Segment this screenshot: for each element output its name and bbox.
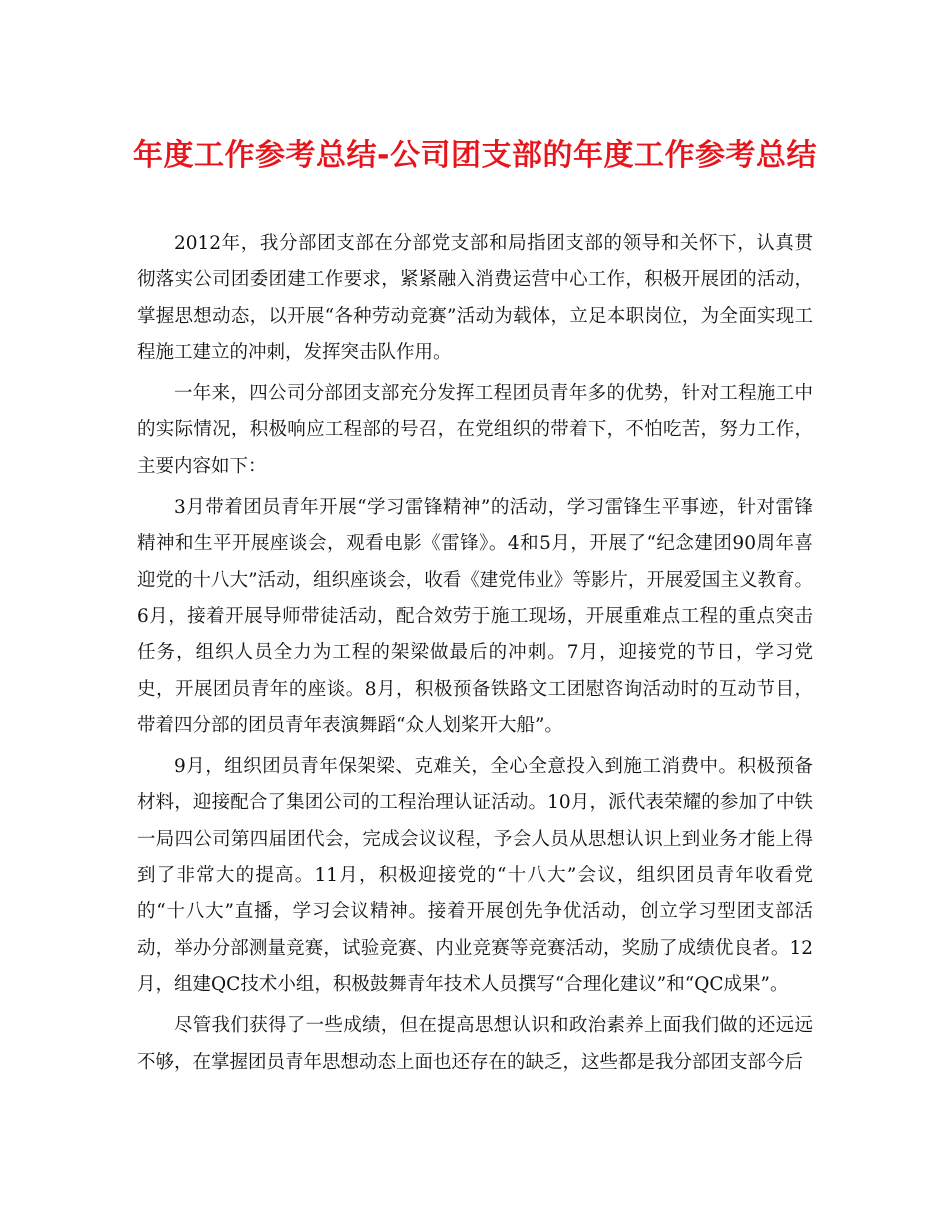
- document-title: 年度工作参考总结-公司团支部的年度工作参考总结: [133, 138, 817, 173]
- paragraph-3: 3月带着团员青年开展“学习雷锋精神”的活动，学习雷锋生平事迹，针对雷锋精神和生平开展座谈会，观看电影《雷锋》。4和5月，开展了“纪念建团90周年喜迎党的十八大”活动，组织座谈会，收看《建党伟业》等影片，开展爱国主义教育。6月，接着开展导师带徒活动，配合效劳于施工现场，开展重难点工程的重点突击任务，组织人员全力为工程的架梁做最后的冲刺。7月，迎接党的节日，学习党史，开展团员青年的座谈。8月，积极预备铁路文工团慰咨询活动时的互动节目，带着四分部的团员青年表演舞蹈“众人划桨开大船”。: [137, 497, 813, 736]
- paragraph-5: 尽管我们获得了一些成绩，但在提高思想认识和政治素养上面我们做的还远远不够，在掌握团员青年思想动态上面也还存在的缺乏，这些都是我分部团支部今后: [137, 1015, 813, 1073]
- paragraph-4: 9月，组织团员青年保架梁、克难关，全心全意投入到施工消费中。积极预备材料，迎接配合了集团公司的工程治理认证活动。10月，派代表荣耀的参加了中铁一局四公司第四届团代会，完成会议议程，予会人员从思想认识上到业务才能上得到了非常大的提高。11月，积极迎接党的“十八大”会议，组织团员青年收看党的“十八大”直播，学习会议精神。接着开展创先争优活动，创立学习型团支部活动，举办分部测量竞赛，试验竞赛、内业竞赛等竞赛活动，奖励了成绩优良者。12月，组建QC技术小组，积极鼓舞青年技术人员撰写“合理化建议”和“QC成果”。: [137, 756, 813, 995]
- paragraph-1: 2012年，我分部团支部在分部党支部和局指团支部的领导和关怀下，认真贯彻落实公司团委团建工作要求，紧紧融入消费运营中心工作，积极开展团的活动，掌握思想动态，以开展“各种劳动竞赛”活动为载体，立足本职岗位，为全面实现工程施工建立的冲刺，发挥突击队作用。: [137, 233, 813, 363]
- paragraph-2: 一年来，四公司分部团支部充分发挥工程团员青年多的优势，针对工程施工中的实际情况，积极响应工程部的号召，在党组织的带着下，不怕吃苦，努力工作，主要内容如下：: [137, 383, 813, 477]
- document-body: [137, 226, 813, 1086]
